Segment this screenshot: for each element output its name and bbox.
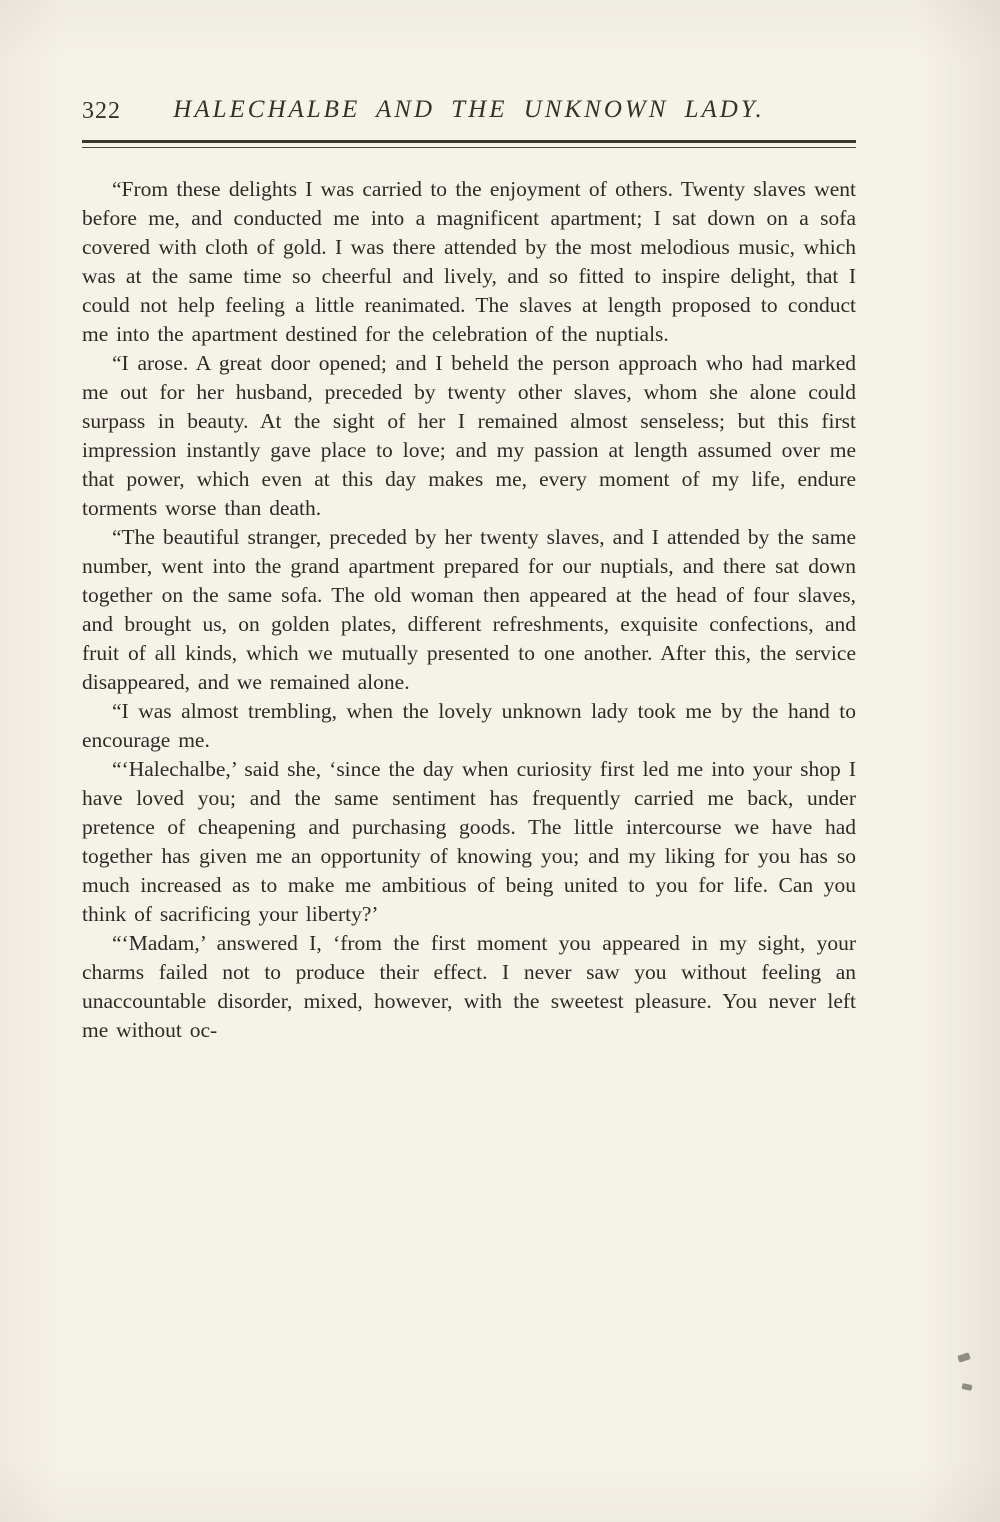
page-number: 322 (82, 98, 121, 124)
paragraph: “I arose. A great door opened; and I beheld the person approach who had marked me out for her husband, preceded by twenty other slaves, whom she alone could surpass in beauty. At the sight of her I remained almost senseless; but this first impression instantly gave place to love; and my passion at length assumed over me that power, which even at this day makes me, every moment of my life, endure torments worse than death. (82, 351, 856, 520)
running-title: HALECHALBE AND THE UNKNOWN LADY. (173, 96, 765, 123)
header-rule-thick (82, 140, 856, 143)
paragraph: “The beautiful stranger, preceded by her twenty slaves, and I attended by the same number, went into the grand apartment prepared for our nuptials, and there sat down together on the same sofa. The old woman then appeared at the head of four slaves, and brought us, on golden plates, different refreshments, exquisite confections, and fruit of all kinds, which we mutually presented to one another. After this, the service disappeared, and we remained alone. (82, 525, 856, 694)
ink-speck (957, 1352, 971, 1362)
paragraph: “From these delights I was carried to the enjoyment of others. Twenty slaves went before me, and conducted me into a magnificent apartment; I sat down on a sofa covered with cloth of gold. I was there attended by the most melodious music, which was at the same time so cheerful and lively, and so fitted to inspire delight, that I could not help feeling a little reanimated. The slaves at length proposed to conduct me into the apartment destined for the celebration of the nuptials. (82, 177, 856, 346)
paragraph: “‘Halechalbe,’ said she, ‘since the day when curiosity first led me into your shop I have loved you; and the same sentiment has frequently carried me back, under pretence of cheapening and purchasing goods. The little intercourse we have had together has given me an opportunity of knowing you; and my liking for you has so much increased as to make me ambitious of being united to you for life. Can you think of sacrificing your liberty?’ (82, 757, 856, 926)
page-content (82, 96, 856, 1045)
page-body (82, 175, 856, 1045)
paragraph: “‘Madam,’ answered I, ‘from the first moment you appeared in my sight, your charms failed not to produce their effect. I never saw you without feeling an unaccountable disorder, mixed, however, with the sweetest pleasure. You never left me without oc- (82, 931, 856, 1042)
paragraph: “I was almost trembling, when the lovely unknown lady took me by the hand to encourage me. (82, 699, 856, 752)
page-header (82, 96, 856, 130)
ink-speck (961, 1383, 972, 1391)
header-rule-thin (82, 147, 856, 148)
